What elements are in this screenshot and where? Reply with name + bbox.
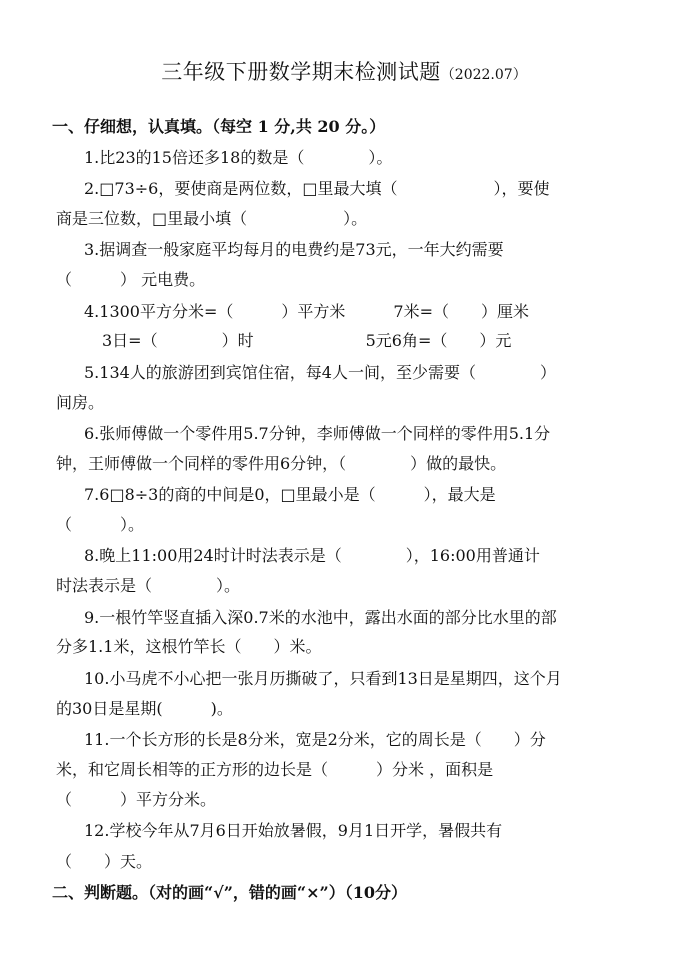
question-8-line-2: 时法表示是（ ）。 [56,576,241,595]
question-5-line-1: 5.134人的旅游团到宾馆住宿，每4人一间，至少需要（ ） [84,363,556,382]
question-12-line-1: 12.学校今年从7月6日开始放暑假，9月1日开学，暑假共有 [84,821,503,840]
question-10-line-2: 的30日是星期( )。 [56,699,233,718]
question-1: 1.比23的15倍还多18的数是（ ）。 [84,148,393,167]
question-7-line-1: 7.6□8÷3的商的中间是0，□里最小是（ ），最大是 [84,485,496,504]
question-2-line-2: 商是三位数，□里最小填（ ）。 [56,209,368,228]
page-title [0,56,688,86]
question-4-line-1: 4.1300平方分米=（ ）平方米 7米=（ ）厘米 [84,302,529,321]
question-3-line-2: （ ） 元电费。 [56,270,206,289]
question-7-line-2: （ ）。 [56,515,145,534]
question-12-line-2: （ ）天。 [56,852,153,871]
title-year: （2022.07） [440,67,527,83]
question-5-line-2: 间房。 [56,393,105,412]
question-11-line-1: 11.一个长方形的长是8分米，宽是2分米，它的周长是（ ）分 [84,730,546,749]
title-main: 三年级下册数学期末检测试题 [161,60,441,84]
question-11-line-3: （ ）平方分米。 [56,790,217,809]
question-2-line-1: 2.□73÷6，要使商是两位数，□里最大填（ ），要使 [84,179,550,198]
question-8-line-1: 8.晚上11:00用24时计时法表示是（ ），16:00用普通计 [84,546,540,565]
section-heading-judge: 二、判断题。（对的画“√”，错的画“×”）（10分） [52,883,408,902]
question-9-line-2: 分多1.1米，这根竹竿长（ ）米。 [56,637,322,656]
question-10-line-1: 10.小马虎不小心把一张月历撕破了，只看到13日是星期四，这个月 [84,669,562,688]
question-4-line-2: 3日=（ ）时 5元6角=（ ）元 [102,331,512,350]
question-6-line-1: 6.张师傅做一个零件用5.7分钟，李师傅做一个同样的零件用5.1分 [84,424,551,443]
question-11-line-2: 米，和它周长相等的正方形的边长是（ ）分米 ，面积是 [56,760,494,779]
question-6-line-2: 钟，王师傅做一个同样的零件用6分钟，（ ）做的最快。 [56,454,507,473]
question-9-line-1: 9.一根竹竿竖直插入深0.7米的水池中，露出水面的部分比水里的部 [84,608,557,627]
section-heading-fill: 一、仔细想，认真填。（每空 1 分,共 20 分。） [52,117,386,136]
question-3-line-1: 3.据调查一般家庭平均每月的电费约是73元，一年大约需要 [84,240,504,259]
